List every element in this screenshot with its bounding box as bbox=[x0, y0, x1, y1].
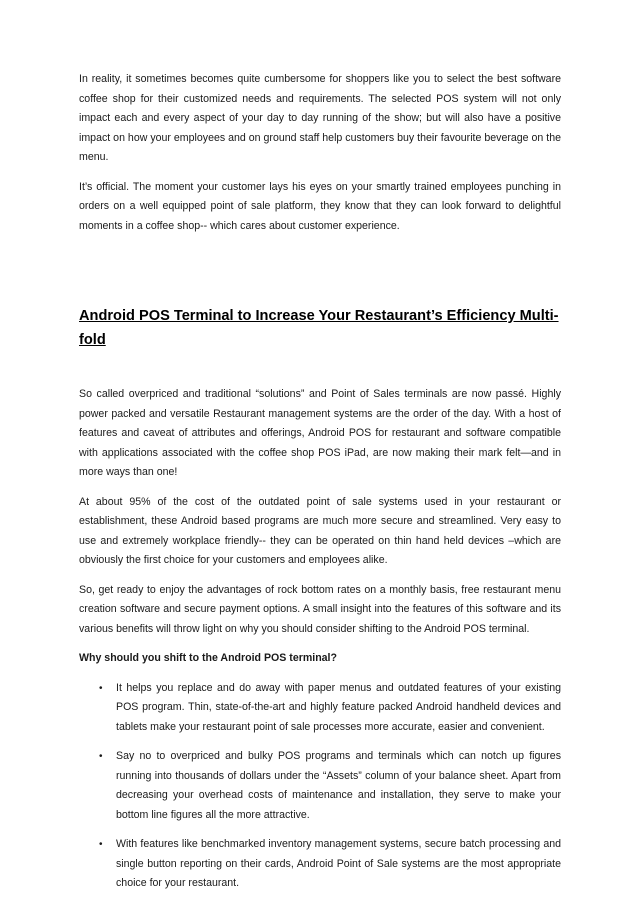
intro-paragraph-2: It’s official. The moment your customer lays his eyes on your smartly trained employees punching in orders on a well equipped point of sale platform, they know that they can look forward to delightful moments in a coffee shop-- which cares about customer experience. bbox=[79, 180, 561, 232]
bullet-icon: • bbox=[99, 682, 103, 694]
benefits-list bbox=[79, 679, 561, 894]
list-item bbox=[79, 747, 561, 825]
spacer bbox=[79, 352, 561, 385]
bullet-icon: • bbox=[99, 839, 103, 850]
list-item bbox=[79, 835, 561, 894]
bullet-icon: • bbox=[99, 751, 103, 762]
section-paragraph-3: So, get ready to enjoy the advantages of rock bottom rates on a monthly basis, free restaurant menu creation software and secure payment options. A small insight into the features of this software and its various benefits will throw light on why you should consider shifting to the Android POS terminal. bbox=[79, 583, 561, 635]
list-item-text: Say no to overpriced and bulky POS programs and terminals which can notch up figures running into thousands of dollars under the “Assets” column of your balance sheet. Apart from decreasing your overhead costs of maintenance and installation, they serve to make your bottom line figures all the more attractive. bbox=[116, 750, 561, 821]
section-paragraph-1: So called overpriced and traditional “solutions” and Point of Sales terminals are now passé. Highly power packed and versatile Restaurant management systems are the order of the day. With a host of features and caveat of attributes and offerings, Android POS for restaurant and software compatible with applications associated with the coffee shop POS iPad, are now making their mark felt—and in more ways than one! bbox=[79, 388, 561, 478]
intro-paragraph-1: In reality, it sometimes becomes quite cumbersome for shoppers like you to select the best software coffee shop for their customized needs and requirements. The selected POS system will not only impact each and every aspect of your day to day running of the show; but will also have a positive impact on how your employees and on ground staff help customers buy their favourite beverage on the menu. bbox=[79, 73, 561, 163]
section-paragraph-2: At about 95% of the cost of the outdated point of sale systems used in your restaurant or establishment, these Android based programs are much more secure and streamlined. Very easy to use and extremely workplace friendly-- they can be operated on thin hand held devices –which are obviously the first choice for your customers and employees alike. bbox=[79, 495, 561, 566]
spacer bbox=[79, 246, 561, 304]
list-item bbox=[79, 679, 561, 738]
document-body bbox=[79, 70, 561, 904]
list-item-text: With features like benchmarked inventory management systems, secure batch processing and single button reporting on their cards, Android Point of Sale systems are the most appropriate choice for your restaurant. bbox=[116, 838, 561, 889]
section-subheading: Why should you shift to the Android POS terminal? bbox=[79, 652, 337, 664]
list-item-text: It helps you replace and do away with paper menus and outdated features of your existing POS program. Thin, state-of-the-art and highly feature packed Android handheld devices and tablets make your restaurant point of sale processes more accurate, easier and convenient. bbox=[116, 681, 561, 733]
section-heading: Android POS Terminal to Increase Your Restaurant’s Efficiency Multi-fold bbox=[79, 308, 559, 348]
